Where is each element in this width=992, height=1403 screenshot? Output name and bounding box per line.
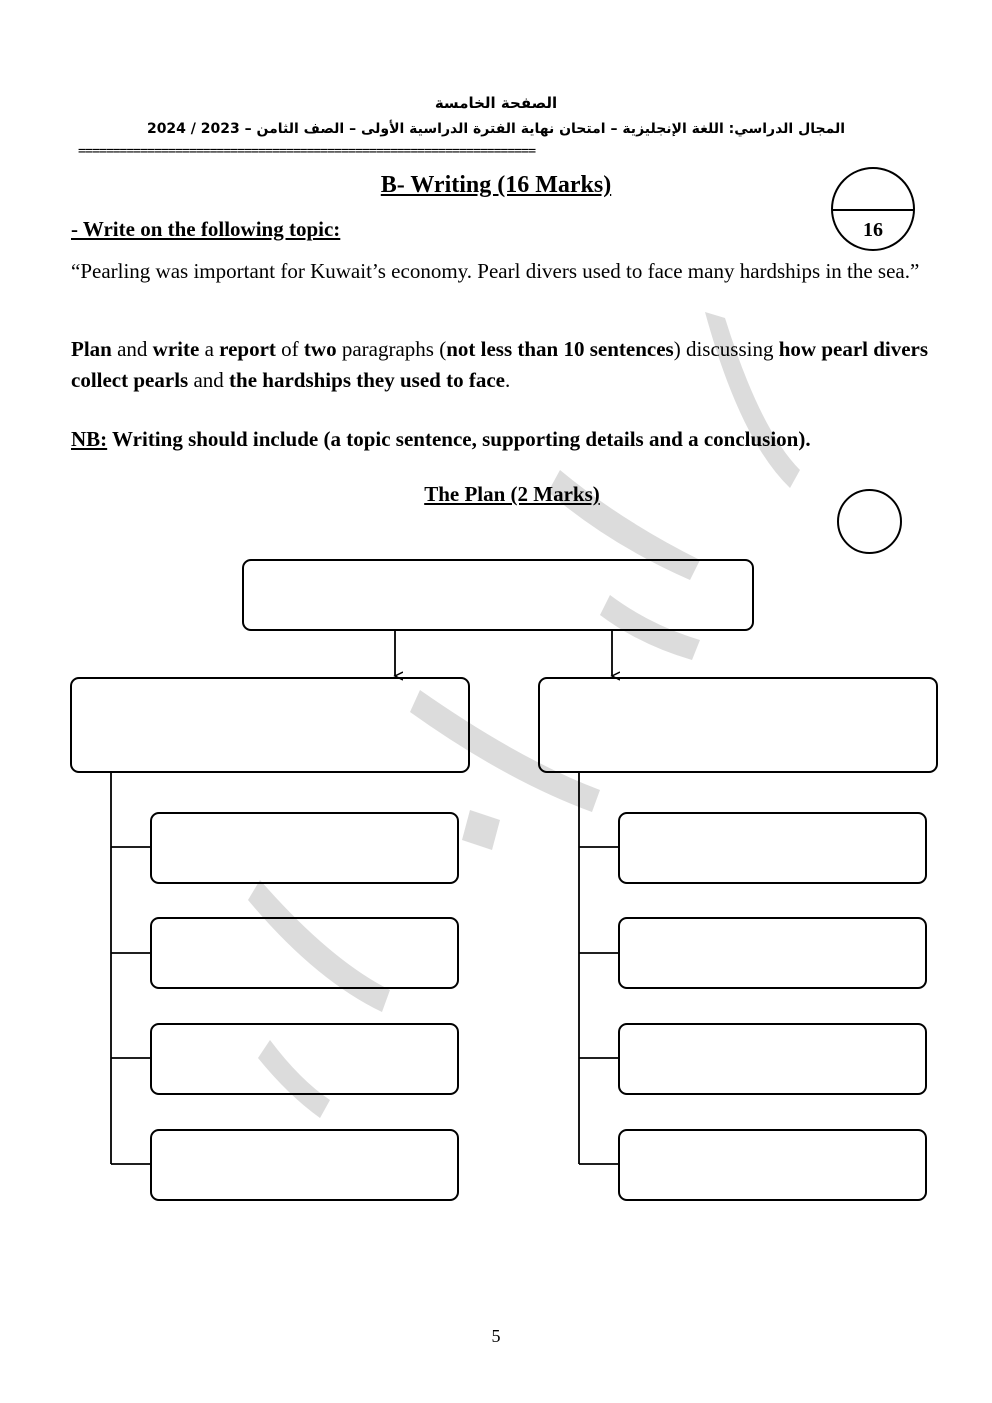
topic-text: “Pearling was important for Kuwait’s economy. Pearl divers used to face many hardships in the sea.”	[71, 259, 920, 283]
task-word: how pearl divers collect pearls	[71, 337, 929, 392]
plan-title: The Plan (2 Marks)	[424, 482, 600, 506]
task-text-part: ) discussing	[673, 337, 779, 361]
instruction: - Write on the following topic:	[71, 217, 341, 241]
task-word: two	[303, 337, 337, 361]
left-detail-box[interactable]	[150, 917, 459, 989]
right-detail-box[interactable]	[618, 917, 927, 989]
score-total: 16	[863, 219, 883, 241]
page-title: الصفحة الخامسة	[434, 94, 558, 112]
separator-line: ==================================================================	[78, 145, 536, 159]
task-text-part: and	[188, 368, 230, 392]
task-word: not less than 10 sentences	[446, 337, 674, 361]
left-detail-box[interactable]	[150, 812, 459, 884]
task-text-part: .	[504, 368, 511, 392]
right-bracket	[579, 771, 619, 1164]
left-bracket	[111, 771, 151, 1164]
right-detail-box[interactable]	[618, 1023, 927, 1095]
right-detail-box[interactable]	[618, 1129, 927, 1201]
nb-text: Writing should include (a topic sentence, supporting details and a conclusion).	[107, 427, 811, 451]
page-number: 5	[491, 1326, 501, 1346]
task-word: report	[219, 337, 276, 361]
task-text-part: a	[199, 337, 220, 361]
paragraph-two-box[interactable]	[538, 677, 938, 773]
topic-box[interactable]	[242, 559, 754, 631]
task-text-part: paragraphs (	[336, 337, 447, 361]
task-word: write	[152, 337, 200, 361]
left-detail-box[interactable]	[150, 1129, 459, 1201]
task-word: the hardships they used to face	[229, 368, 505, 392]
right-detail-box[interactable]	[618, 812, 927, 884]
task-text-part: of	[275, 337, 304, 361]
task-word: Plan	[71, 337, 112, 361]
section-title: B- Writing (16 Marks)	[380, 172, 612, 198]
left-detail-box[interactable]	[150, 1023, 459, 1095]
paragraph-one-box[interactable]	[70, 677, 470, 773]
subject-line: المجال الدراسي: اللغة الإنجليزية – امتحان نهاية الفترة الدراسية الأولى – الصف الثامن – 2023 / 2024	[146, 121, 846, 137]
task-text-part: and	[111, 337, 153, 361]
nb-label: NB:	[71, 427, 108, 451]
